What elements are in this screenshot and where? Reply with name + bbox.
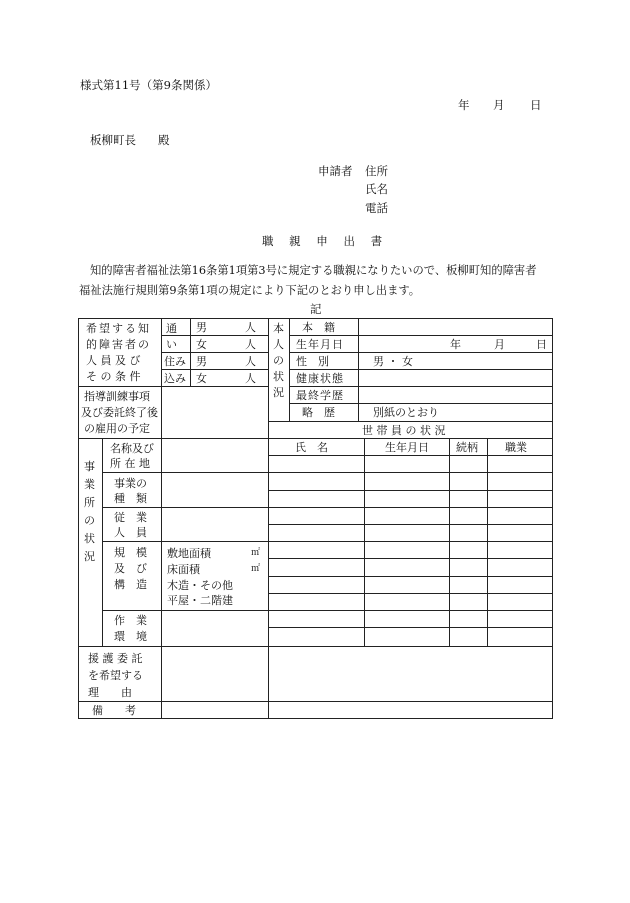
person-unit-2: 人 (245, 338, 256, 351)
person-unit-3: 人 (245, 355, 256, 368)
scale-1: 規 模 (114, 546, 147, 559)
female-label-2: 女 (196, 372, 207, 385)
date-year: 年 (458, 98, 470, 112)
desired-label-1: 希望する知 (86, 322, 151, 335)
desired-label-2: 的障害者の (86, 338, 151, 351)
career-label: 略 歴 (302, 406, 335, 419)
env-2: 環 境 (114, 630, 147, 643)
guidance-label-2: 及び委託終了後 (81, 406, 158, 419)
biz-type-2: 種 類 (114, 492, 147, 505)
household-col-relation: 続柄 (456, 441, 478, 454)
floor-area-label: 床面積 (167, 563, 200, 576)
honseki-label: 本 籍 (302, 321, 335, 334)
birthdate-label: 生年月日 (296, 338, 344, 351)
male-label-1: 男 (196, 321, 207, 334)
household-col-birth: 生年月日 (385, 441, 429, 454)
household-col-name: 氏 名 (295, 441, 328, 454)
applicant-address: 住所 (365, 164, 388, 178)
sumikomi-label-1: 住み (164, 355, 186, 368)
body-text-line2: 福祉法施行規則第9条第1項の規定により下記のとおり申し出ます。 (79, 284, 421, 297)
form-number: 様式第11号（第9条関係） (80, 78, 217, 92)
support-2: を希望する (88, 669, 143, 682)
self-status-1: 本 (273, 322, 284, 335)
birth-month: 月 (494, 338, 505, 351)
employees-2: 人 員 (114, 526, 147, 539)
kayoi-label-1: 通 (166, 322, 177, 335)
date-day: 日 (530, 98, 542, 112)
sex-value: 男 ・ 女 (373, 355, 413, 368)
self-status-2: 人 (273, 338, 284, 351)
household-header: 世 帯 員 の 状 況 (362, 424, 446, 437)
employees-1: 従 業 (114, 511, 147, 524)
household-col-job: 職業 (505, 441, 527, 454)
career-value: 別紙のとおり (373, 406, 439, 419)
scale-2: 及 び (114, 562, 147, 575)
document-title: 職 親 申 出 書 (262, 234, 389, 248)
birth-day: 日 (536, 338, 547, 351)
person-unit-1: 人 (245, 321, 256, 334)
male-label-2: 男 (196, 355, 207, 368)
applicant-name: 氏名 (365, 182, 388, 196)
applicant-phone: 電話 (365, 201, 388, 215)
self-status-3: の (273, 354, 284, 367)
guidance-label-1: 指導訓練事項 (84, 390, 150, 403)
support-1: 援 護 委 託 (88, 652, 143, 665)
wood-other: 木造・その他 (167, 579, 233, 592)
applicant-label: 申請者 (318, 164, 353, 178)
business-6: 況 (84, 550, 95, 563)
floor-area-unit: ㎡ (251, 564, 261, 574)
female-label-1: 女 (196, 338, 207, 351)
addressee-honorific: 殿 (158, 133, 170, 147)
body-text-line1: 知的障害者福祉法第16条第1項第3号に規定する職親になりたいので、板柳町知的障害者 (90, 264, 537, 277)
biz-type-1: 事業の (114, 477, 147, 490)
support-3: 理 由 (88, 686, 132, 699)
business-2: 業 (84, 478, 95, 491)
floors: 平屋・二階建 (167, 594, 233, 607)
health-label: 健康状態 (296, 372, 344, 385)
business-5: 状 (84, 532, 95, 545)
desired-label-3: 人 員 及 び (86, 354, 141, 367)
ki-mark: 記 (310, 302, 322, 316)
guidance-label-3: の雇用の予定 (84, 422, 150, 435)
remarks-label: 備 考 (92, 704, 136, 717)
birth-year: 年 (450, 338, 461, 351)
kayoi-label-2: い (166, 338, 177, 351)
self-status-5: 況 (273, 386, 284, 399)
person-unit-4: 人 (245, 372, 256, 385)
scale-3: 構 造 (114, 578, 147, 591)
education-label: 最終学歴 (296, 389, 344, 402)
business-3: 所 (84, 496, 95, 509)
desired-label-4: そ の 条 件 (86, 370, 141, 383)
date-month: 月 (493, 98, 505, 112)
name-loc-2: 所 在 地 (110, 457, 150, 470)
env-1: 作 業 (114, 614, 147, 627)
name-loc-1: 名称及び (110, 442, 154, 455)
business-1: 事 (84, 460, 95, 473)
site-area-label: 敷地面積 (167, 547, 211, 560)
addressee: 板柳町長 (90, 133, 136, 147)
business-4: の (84, 514, 95, 527)
sex-label: 性 別 (296, 355, 329, 368)
sumikomi-label-2: 込み (164, 372, 186, 385)
site-area-unit: ㎡ (251, 548, 261, 558)
self-status-4: 状 (273, 370, 284, 383)
